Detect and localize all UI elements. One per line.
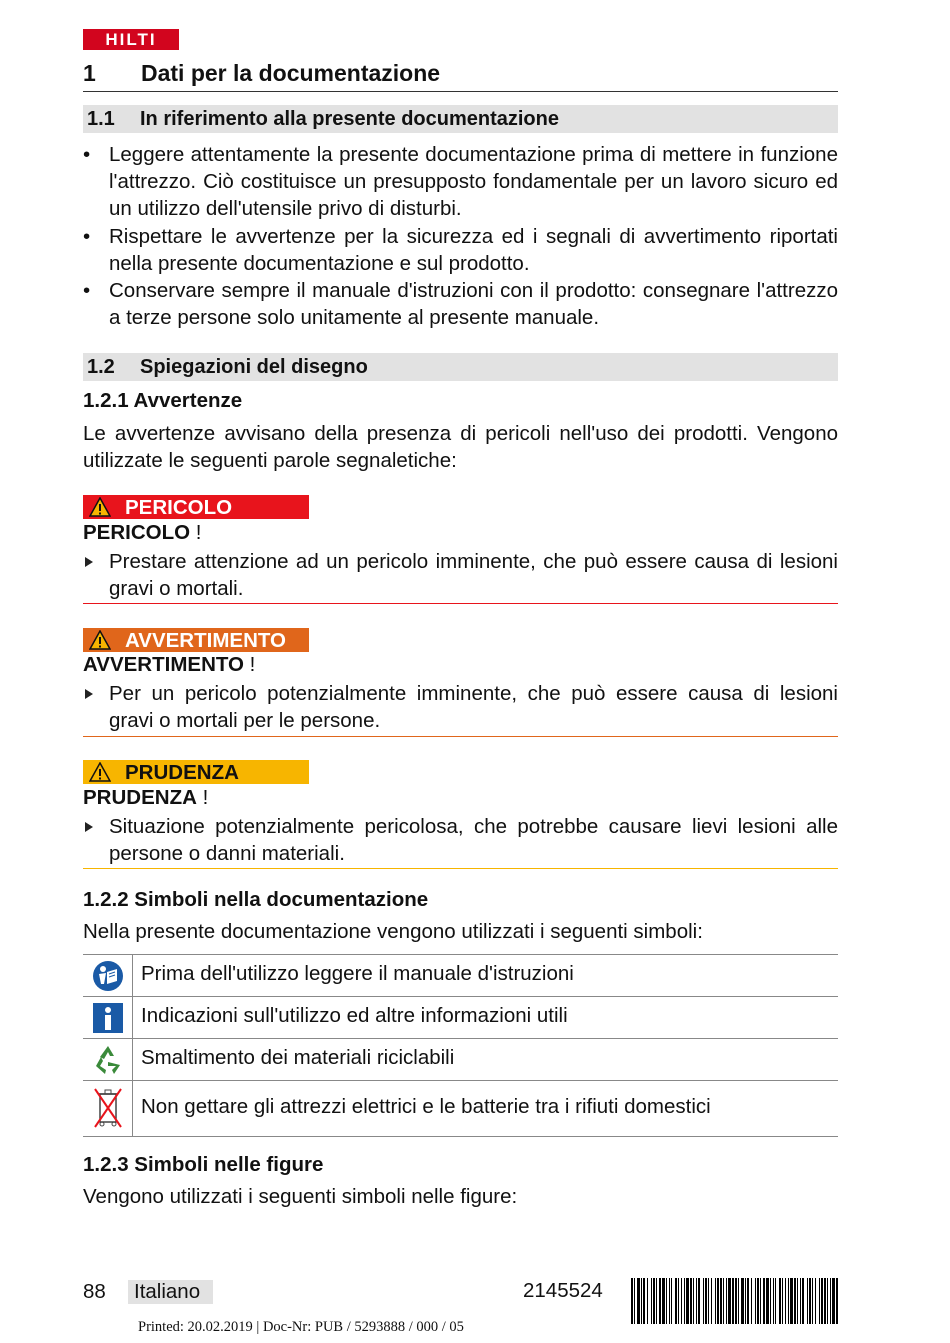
signal-description [83,680,838,734]
language-text: Italiano [134,1280,201,1303]
barcode-bar [666,1278,667,1324]
barcode-bar [755,1278,756,1324]
barcode-bar [732,1278,734,1324]
barcode-bar [738,1278,739,1324]
barcode-bar [785,1278,786,1324]
subsection-heading-1-2-2: 1.2.2 Simboli nella documentazione [83,888,429,911]
barcode-bar [669,1278,670,1324]
barcode-bar [643,1278,645,1324]
page-number: 88 [83,1280,106,1303]
barcode-bar [693,1278,694,1324]
arrow-bullet-icon [85,822,93,832]
icon-cell [83,1081,133,1136]
barcode-bar [698,1278,700,1324]
subsection-heading-1-2-3: 1.2.3 Simboli nelle figure [83,1153,324,1176]
barcode-bar [631,1278,633,1324]
symbol-description: Prima dell'utilizzo leggere il manuale d'istruzioni [141,962,574,985]
table-row [83,1080,838,1137]
printed-info: Printed: 20.02.2019 | Doc-Nr: PUB / 5293888 / 000 / 05 [138,1319,464,1335]
barcode-bar [827,1278,828,1324]
signal-suffix: ! [190,521,202,544]
arrow-bullet-icon [85,557,93,567]
barcode-bar [662,1278,665,1324]
barcode-bar [766,1278,769,1324]
figures-intro: Vengono utilizzati i seguenti simboli nelle figure: [83,1185,518,1208]
barcode-bar [763,1278,765,1324]
bullet-item [83,141,838,222]
signal-label: AVVERTIMENTO [125,629,286,652]
bullet-text: Rispettare le avvertenze per la sicurezza ed i segnali di avvertimento riportati nella presente documentazione e sul prodotto. [109,225,838,275]
bullet-item [83,277,838,331]
warnings-intro: Le avvertenze avvisano della presenza di pericoli nell'uso dei prodotti. Vengono utilizzate le seguenti parole segnaletiche: [83,422,838,472]
symbol-description: Smaltimento dei materiali riciclabili [141,1046,455,1069]
warning-triangle-icon [89,630,111,650]
barcode-bar [821,1278,823,1324]
barcode-bar [637,1278,640,1324]
danger-signal-bar [83,495,309,519]
barcode-bar [819,1278,820,1324]
table-row [83,1038,838,1081]
table-row [83,996,838,1039]
barcode-bar [735,1278,737,1324]
barcode-bar [741,1278,744,1324]
recycle-icon [91,1043,125,1077]
barcode-bar [807,1278,808,1324]
barcode-bar [686,1278,689,1324]
barcode-bar [802,1278,804,1324]
signal-suffix: ! [196,786,209,809]
barcode-bar [681,1278,682,1324]
symbols-intro: Nella presente documentazione vengono utilizzati i seguenti simboli: [83,920,703,943]
signal-text: Per un pericolo potenzialmente imminente, che può essere causa di lesioni gravi o mortali per le persone. [109,682,838,732]
icon-cell [83,997,133,1039]
barcode-bar [726,1278,727,1324]
caution-signal-bar [83,760,309,784]
document-code: 2145524 [523,1279,603,1302]
signal-suffix: ! [243,653,256,676]
barcode-bar [671,1278,672,1324]
bullet-text: Leggere attentamente la presente documentazione prima di mettere in funzione l'attrezzo. Ciò costituisce un presupposto fondamentale per un lavoro sicuro ed un utilizzo dell'utensile privo di disturbi. [109,143,838,220]
signal-text: Prestare attenzione ad un pericolo imminente, che può essere causa di lesioni gravi o mortali. [109,550,838,600]
barcode-bar [836,1278,838,1324]
signal-text: Situazione potenzialmente pericolosa, che potrebbe causare lievi lesioni alle persone o danni materiali. [109,815,838,865]
symbol-description: Non gettare gli attrezzi elettrici e le batterie tra i rifiuti domestici [141,1095,711,1118]
barcode-bar [751,1278,752,1324]
signal-word-line [83,521,201,545]
barcode-bar [815,1278,816,1324]
icon-cell [83,955,133,997]
barcode-bar [790,1278,793,1324]
barcode-bar [708,1278,709,1324]
barcode-bar [678,1278,679,1324]
warning-triangle-icon [89,762,111,782]
signal-word-line [83,786,208,810]
signal-word: PERICOLO [83,521,191,544]
read-manual-icon [92,960,124,992]
section-title: Spiegazioni del disegno [140,356,368,378]
barcode-bar [757,1278,759,1324]
bullet-dot: • [83,279,91,302]
barcode-bar [797,1278,798,1324]
signal-label: PRUDENZA [125,761,239,784]
barcode-bar [641,1278,642,1324]
barcode-bar [634,1278,635,1324]
bullet-dot: • [83,143,91,166]
barcode-bar [770,1278,771,1324]
section-number: 1.2 [87,356,115,378]
divider [83,603,838,604]
barcode-bar [659,1278,661,1324]
signal-word-line [83,653,255,677]
bullet-dot: • [83,225,91,248]
barcode-bar [656,1278,657,1324]
barcode-bar [760,1278,761,1324]
arrow-bullet-icon [85,689,93,699]
barcode-bar [653,1278,655,1324]
barcode-bar [717,1278,719,1324]
barcode-bar [703,1278,704,1324]
barcode-bar [690,1278,692,1324]
section-number: 1.1 [87,108,115,130]
signal-word: AVVERTIMENTO [83,653,244,676]
barcode-bar [647,1278,648,1324]
barcode-bar [782,1278,783,1324]
barcode-bar [812,1278,813,1324]
subsection-heading-1-2-1: 1.2.1 Avvertenze [83,389,243,412]
no-household-waste-icon [92,1086,124,1130]
table-row [83,954,838,997]
section-1-2-heading [83,353,838,381]
signal-description [83,813,838,867]
barcode-bar [745,1278,746,1324]
barcode-bar [747,1278,749,1324]
info-icon [92,1002,124,1034]
chapter-title: Dati per la documentazione [141,60,441,86]
barcode-bar [775,1278,776,1324]
barcode-icon [631,1278,838,1324]
section-1-1-heading [83,105,838,133]
logo-text: HILTI [105,30,157,49]
icon-cell [83,1039,133,1081]
barcode-bar [788,1278,789,1324]
barcode-bar [711,1278,712,1324]
barcode-bar [800,1278,801,1324]
barcode-bar [723,1278,724,1324]
barcode-bar [779,1278,781,1324]
barcode-bar [705,1278,707,1324]
bullet-item [83,223,838,277]
bullet-text: Conservare sempre il manuale d'istruzioni con il prodotto: consegnare l'attrezzo a terze persone solo unitamente al presente manuale. [109,279,838,329]
barcode-bar [830,1278,831,1324]
barcode-bar [696,1278,697,1324]
symbol-description: Indicazioni sull'utilizzo ed altre informazioni utili [141,1004,568,1027]
barcode-bar [773,1278,774,1324]
warning-triangle-icon [89,497,111,517]
hilti-logo [83,29,179,50]
barcode-bar [720,1278,722,1324]
barcode-bar [651,1278,652,1324]
barcode-bar [809,1278,811,1324]
language-label [128,1280,213,1304]
signal-label: PERICOLO [125,496,233,519]
barcode-bar [794,1278,796,1324]
section-title: In riferimento alla presente documentazione [140,108,559,130]
signal-description [83,548,838,602]
signal-word: PRUDENZA [83,786,197,809]
warning-signal-bar [83,628,309,652]
barcode-bar [715,1278,716,1324]
barcode-bar [824,1278,826,1324]
barcode-bar [675,1278,677,1324]
chapter-number: 1 [83,60,96,86]
barcode-bar [832,1278,835,1324]
divider [83,736,838,737]
barcode-bar [684,1278,685,1324]
chapter-heading [83,58,838,92]
divider [83,868,838,869]
barcode-bar [728,1278,731,1324]
